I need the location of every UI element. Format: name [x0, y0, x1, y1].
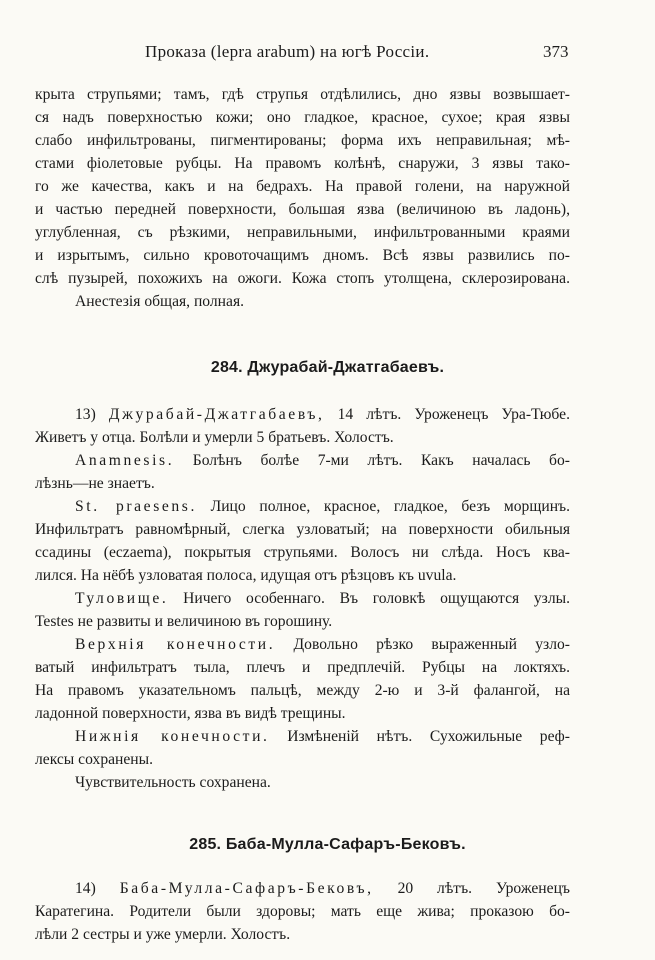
case-heading-284: 284. Джурабай-Джатгабаевъ.	[210, 359, 445, 376]
case-intro-text: 14 лѣтъ. Уроженецъ Ура-Тюбе.	[337, 406, 570, 423]
text-line: го же качества, какъ и на бедрахъ. На правой голени, на наружной	[35, 178, 570, 195]
trunk-text: Ничего особеннаго. Въ головкѣ ощущаются узлы.	[183, 590, 570, 607]
anamnesis-text: Болѣнъ болѣе 7-ми лѣтъ. Какъ началась бо-	[192, 452, 570, 469]
patient-name: Джурабай-Джатгабаевъ,	[108, 406, 325, 423]
trunk-label: Туловище.	[75, 590, 169, 607]
text-line: ладонной поверхности, язва въ видѣ трещины.	[35, 705, 346, 722]
case-intro-line	[75, 404, 570, 426]
status-text: Лицо полное, красное, гладкое, безъ морщинъ.	[210, 498, 570, 515]
case-heading-285: 285. Баба-Мулла-Сафаръ-Бековъ.	[189, 836, 466, 853]
text-line: лѣзнь—не знаетъ.	[35, 475, 155, 492]
text-line: и частью передней поверхности, большая язва (величиною въ ладонь),	[35, 201, 570, 218]
text-line: и изрытымъ, сильно кровоточащимъ дномъ. Всѣ язвы развились по-	[35, 247, 570, 264]
text-line: ся надъ поверхностью кожи; оно гладкое, красное, сухое; края язвы	[35, 109, 570, 126]
lower-limbs-text: Измѣненій нѣтъ. Сухожильные реф-	[287, 728, 570, 745]
case-intro-line	[75, 878, 570, 900]
header-title: Проказа (lepra arabum) на югѣ Россіи.	[145, 42, 430, 61]
case-number: 14)	[75, 880, 96, 897]
text-line: ватый инфильтратъ тыла, плечъ и предплечій. Рубцы на локтяхъ.	[35, 659, 570, 676]
text-line: углубленная, съ рѣзкими, неправильными, инфильтрованными краями	[35, 224, 570, 241]
trunk-line	[75, 588, 570, 610]
text-line: крыта струпьями; тамъ, гдѣ струпья отдѣлились, дно язвы возвышает-	[35, 86, 570, 103]
anamnesis-label: Anamnesis.	[75, 452, 175, 469]
text-line: стами фіолетовые рубцы. На правомъ колѣнѣ, снаружи, 3 язвы тако-	[35, 155, 570, 172]
anamnesis-line	[75, 450, 570, 472]
upper-limbs-line	[75, 634, 570, 656]
lower-limbs-line	[75, 726, 570, 748]
case-number: 13)	[75, 406, 96, 423]
text-line: слѣ пузырей, похожихъ на ожоги. Кожа стопъ утолщена, склерозирована.	[35, 270, 570, 287]
text-line: лился. На нёбѣ узловатая полоса, идущая отъ рѣзцовъ къ uvula.	[35, 567, 457, 584]
anesthesia-line: Анестезія общая, полная.	[75, 293, 245, 310]
text-line: Инфильтратъ равномѣрный, слегка узловатый; на поверхности обильныя	[35, 521, 570, 538]
text-line: Каратегина. Родители были здоровы; мать еще жива; проказою бо-	[35, 903, 570, 920]
status-line	[75, 496, 570, 518]
sensitivity-line: Чувствительность сохранена.	[75, 774, 271, 791]
text-line: слабо инфильтрованы, пигментированы; форма ихъ неправильная; мѣ-	[35, 132, 570, 149]
text-line: ссадины (eczaema), покрытыя струпьями. Волосъ ни слѣда. Носъ ква-	[35, 544, 570, 561]
page-number: 373	[543, 42, 569, 61]
status-label: St. praesens.	[75, 498, 197, 515]
text-line: Живетъ у отца. Болѣли и умерли 5 братьевъ. Холостъ.	[35, 429, 394, 446]
text-line: Testes не развиты и величиною въ горошину.	[35, 613, 333, 630]
case-intro-text: 20 лѣтъ. Уроженецъ	[397, 880, 570, 897]
running-header	[0, 42, 655, 66]
upper-limbs-label: Верхнія конечности.	[75, 636, 276, 653]
text-line: лѣли 2 сестры и уже умерли. Холостъ.	[35, 926, 291, 943]
text-line: На правомъ указательномъ пальцѣ, между 2-ю и 3-й фалангой, на	[35, 682, 570, 699]
lower-limbs-label: Нижнія конечности.	[75, 728, 270, 745]
upper-limbs-text: Довольно рѣзко выраженный узло-	[293, 636, 570, 653]
patient-name: Баба-Мулла-Сафаръ-Бековъ,	[119, 880, 374, 897]
text-line: лексы сохранены.	[35, 751, 154, 768]
